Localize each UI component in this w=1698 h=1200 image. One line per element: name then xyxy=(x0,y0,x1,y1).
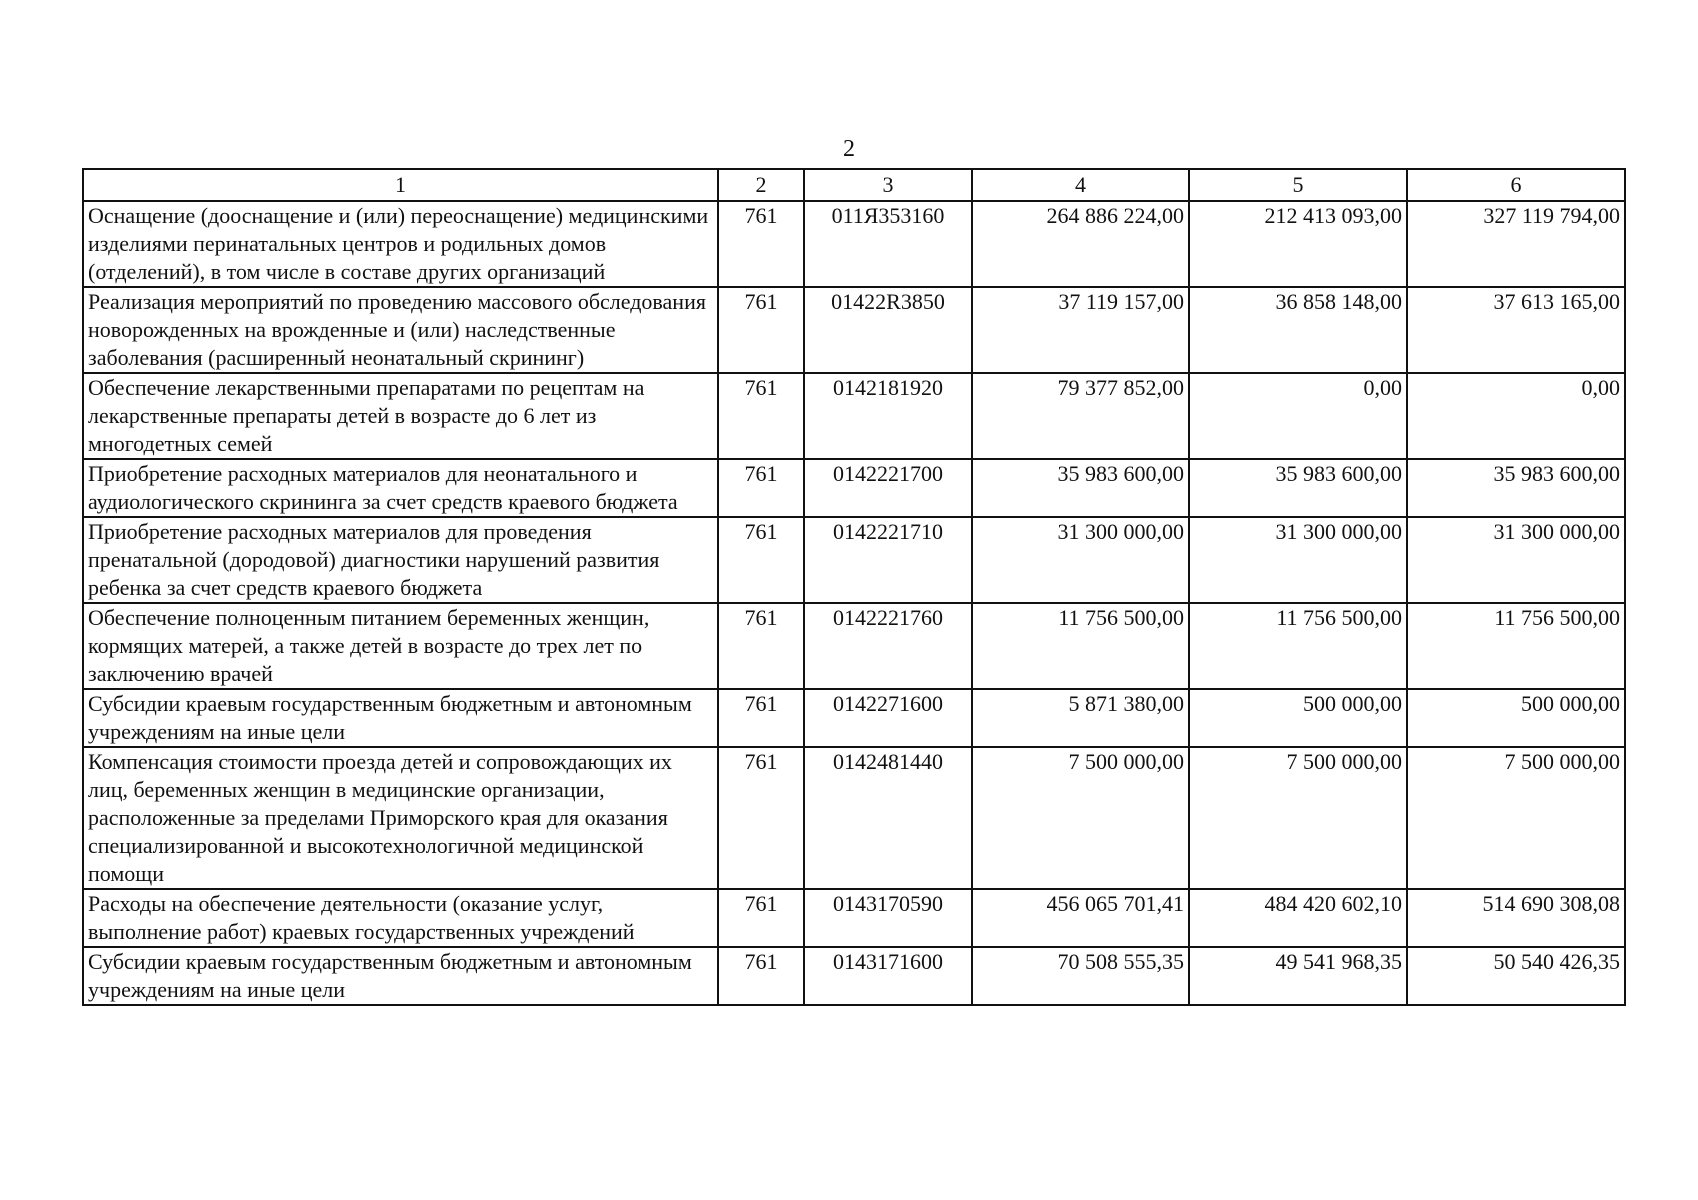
column-header-1: 1 xyxy=(83,169,718,201)
page-number: 2 xyxy=(843,136,855,162)
table-row xyxy=(83,517,1625,603)
table-row xyxy=(83,947,1625,1005)
row-name: Оснащение (дооснащение и (или) переоснащение) медицинскими изделиями перинатальных центров и родильных домов (отделений), в том числе в составе других организаций xyxy=(83,201,718,287)
row-csr-code: 0143171600 xyxy=(804,947,972,1005)
row-csr-code: 0142481440 xyxy=(804,747,972,889)
row-amount-col4: 70 508 555,35 xyxy=(972,947,1189,1005)
row-grbs-code: 761 xyxy=(718,603,804,689)
row-grbs-code: 761 xyxy=(718,517,804,603)
table-row xyxy=(83,287,1625,373)
table-header-row xyxy=(83,169,1625,201)
row-name: Приобретение расходных материалов для проведения пренатальной (дородовой) диагностики нарушений развития ребенка за счет средств краевого бюджета xyxy=(83,517,718,603)
table-row xyxy=(83,603,1625,689)
column-header-4: 4 xyxy=(972,169,1189,201)
row-name: Обеспечение лекарственными препаратами по рецептам на лекарственные препараты детей в возрасте до 6 лет из многодетных семей xyxy=(83,373,718,459)
table-row xyxy=(83,201,1625,287)
row-amount-col5: 31 300 000,00 xyxy=(1189,517,1407,603)
row-csr-code: 0142221710 xyxy=(804,517,972,603)
column-header-3: 3 xyxy=(804,169,972,201)
row-grbs-code: 761 xyxy=(718,459,804,517)
row-amount-col5: 484 420 602,10 xyxy=(1189,889,1407,947)
row-grbs-code: 761 xyxy=(718,947,804,1005)
row-name: Субсидии краевым государственным бюджетным и автономным учреждениям на иные цели xyxy=(83,689,718,747)
row-amount-col6: 327 119 794,00 xyxy=(1407,201,1625,287)
row-amount-col6: 31 300 000,00 xyxy=(1407,517,1625,603)
row-amount-col6: 514 690 308,08 xyxy=(1407,889,1625,947)
row-amount-col4: 31 300 000,00 xyxy=(972,517,1189,603)
row-name: Компенсация стоимости проезда детей и сопровождающих их лиц, беременных женщин в медицинские организации, расположенные за пределами Приморского края для оказания специализированной и высокотехнологичной медицинской помощи xyxy=(83,747,718,889)
column-header-5: 5 xyxy=(1189,169,1407,201)
table-row xyxy=(83,889,1625,947)
row-name: Расходы на обеспечение деятельности (оказание услуг, выполнение работ) краевых государственных учреждений xyxy=(83,889,718,947)
table-row xyxy=(83,459,1625,517)
table-row xyxy=(83,373,1625,459)
row-amount-col6: 37 613 165,00 xyxy=(1407,287,1625,373)
row-csr-code: 0143170590 xyxy=(804,889,972,947)
row-csr-code: 0142271600 xyxy=(804,689,972,747)
budget-table xyxy=(82,168,1626,1006)
row-amount-col5: 500 000,00 xyxy=(1189,689,1407,747)
row-amount-col6: 7 500 000,00 xyxy=(1407,747,1625,889)
row-grbs-code: 761 xyxy=(718,287,804,373)
row-amount-col5: 7 500 000,00 xyxy=(1189,747,1407,889)
row-csr-code: 0142221700 xyxy=(804,459,972,517)
column-header-6: 6 xyxy=(1407,169,1625,201)
row-amount-col5: 36 858 148,00 xyxy=(1189,287,1407,373)
row-amount-col5: 0,00 xyxy=(1189,373,1407,459)
row-grbs-code: 761 xyxy=(718,747,804,889)
row-amount-col4: 7 500 000,00 xyxy=(972,747,1189,889)
row-amount-col4: 79 377 852,00 xyxy=(972,373,1189,459)
table-row xyxy=(83,689,1625,747)
row-amount-col4: 456 065 701,41 xyxy=(972,889,1189,947)
row-amount-col5: 11 756 500,00 xyxy=(1189,603,1407,689)
row-csr-code: 0142221760 xyxy=(804,603,972,689)
row-amount-col5: 35 983 600,00 xyxy=(1189,459,1407,517)
row-amount-col6: 0,00 xyxy=(1407,373,1625,459)
row-amount-col4: 37 119 157,00 xyxy=(972,287,1189,373)
row-amount-col4: 264 886 224,00 xyxy=(972,201,1189,287)
row-amount-col4: 35 983 600,00 xyxy=(972,459,1189,517)
row-name: Реализация мероприятий по проведению массового обследования новорожденных на врожденные и (или) наследственные заболевания (расширенный неонатальный скрининг) xyxy=(83,287,718,373)
row-amount-col6: 11 756 500,00 xyxy=(1407,603,1625,689)
row-name: Приобретение расходных материалов для неонатального и аудиологического скрининга за счет средств краевого бюджета xyxy=(83,459,718,517)
row-grbs-code: 761 xyxy=(718,689,804,747)
row-grbs-code: 761 xyxy=(718,201,804,287)
row-amount-col6: 35 983 600,00 xyxy=(1407,459,1625,517)
table-row xyxy=(83,747,1625,889)
row-name: Субсидии краевым государственным бюджетным и автономным учреждениям на иные цели xyxy=(83,947,718,1005)
row-csr-code: 0142181920 xyxy=(804,373,972,459)
row-csr-code: 01422R3850 xyxy=(804,287,972,373)
row-grbs-code: 761 xyxy=(718,373,804,459)
row-amount-col5: 49 541 968,35 xyxy=(1189,947,1407,1005)
row-csr-code: 011Я353160 xyxy=(804,201,972,287)
row-amount-col5: 212 413 093,00 xyxy=(1189,201,1407,287)
row-amount-col6: 50 540 426,35 xyxy=(1407,947,1625,1005)
row-name: Обеспечение полноценным питанием беременных женщин, кормящих матерей, а также детей в возрасте до трех лет по заключению врачей xyxy=(83,603,718,689)
row-amount-col4: 11 756 500,00 xyxy=(972,603,1189,689)
row-amount-col6: 500 000,00 xyxy=(1407,689,1625,747)
row-amount-col4: 5 871 380,00 xyxy=(972,689,1189,747)
column-header-2: 2 xyxy=(718,169,804,201)
row-grbs-code: 761 xyxy=(718,889,804,947)
